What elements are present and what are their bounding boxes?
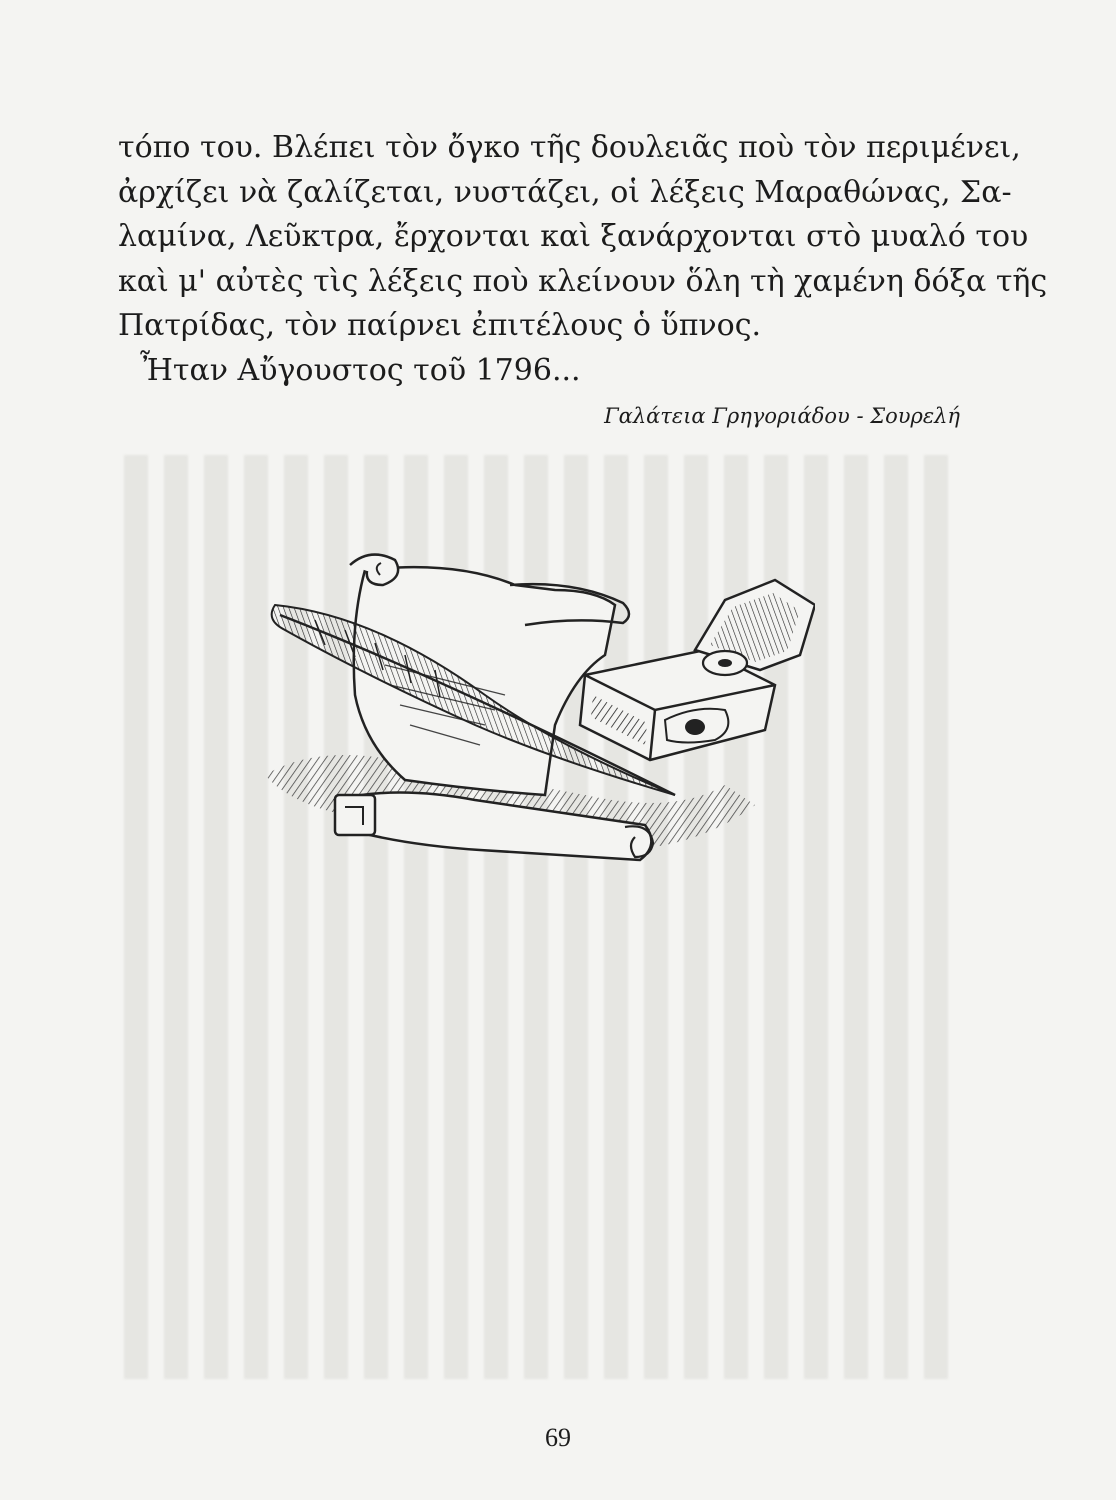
main-text — [118, 126, 1048, 393]
text-line: λαμίνα, Λεῦκτρα, ἔρχονται καὶ ξανάρχονται στὸ μυαλό του — [118, 219, 1029, 254]
text-line: τόπο του. Βλέπει τὸν ὄγκο τῆς δουλειᾶς ποὺ τὸν περιμένει, — [118, 130, 1021, 165]
text-line: καὶ μ' αὐτὲς τὶς λέξεις ποὺ κλείνουν ὅλη τὴ χαμένη δόξα τῆς — [118, 263, 1048, 299]
quill-scroll-inkwell-icon — [255, 545, 815, 895]
closing-line: Ἦταν Αὔγουστος τοῦ 1796... — [140, 352, 581, 388]
text-line: Πατρίδας, τὸν παίρνει ἐπιτέλους ὁ ὕπνος. — [118, 308, 762, 343]
author-signature: Γαλάτεια Γρηγοριάδου - Σουρελή — [604, 404, 960, 428]
page-number: 69 — [545, 1423, 571, 1452]
text-line: ἀρχίζει νὰ ζαλίζεται, νυστάζει, οἱ λέξεις Μαραθώνας, Σα- — [118, 174, 1012, 210]
